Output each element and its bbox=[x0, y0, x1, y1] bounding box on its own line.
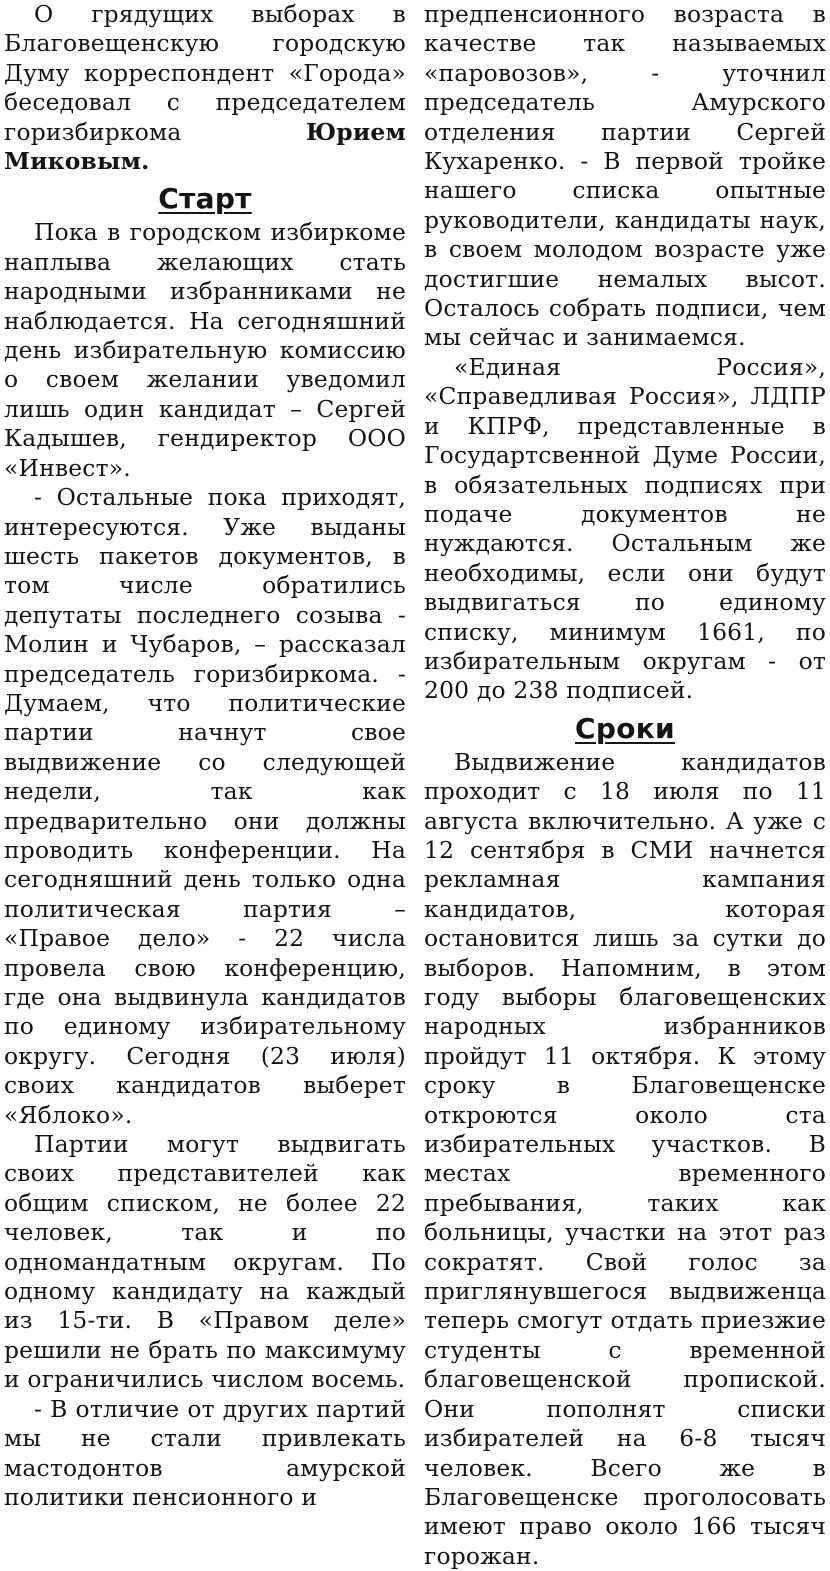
paragraph: - Остальные пока приходят, интересуются. Уже выданы шесть пакетов документов, в том числе обратились депутаты последнего созыва - Молин и Чубаров, – рассказал председатель горизбиркома. - Думаем, что политические партии начнут свое выдвижение со следующей недели, так как предварительно они должны проводить конференции. На сегодняшний день только одна политическая партия – «Правое дело» - 22 числа провела свою конференцию, где она выдвинула кандидатов по единому избирательному округу. Сегодня (23 июля) своих кандидатов выберет «Яблоко». bbox=[4, 483, 406, 1129]
section-heading-deadlines: Сроки bbox=[575, 711, 675, 745]
section-heading-start: Старт bbox=[158, 182, 252, 216]
paragraph-continuation: предпенсионного возраста в качестве так называемых «паровозов», - уточнил председатель Амурского отделения партии Сергей Кухаренко. - В первой тройке нашего списка опытные руководители, кандидаты наук, в своем молодом возрасте уже достигшие немалых высот. Осталось собрать подписи, чем мы сейчас и занимаемся. bbox=[424, 0, 826, 352]
paragraph: Партии могут выдвигать своих представителей как общим списком, не более 22 человек, так и по одномандатным округам. По одному кандидату на каждый из 15-ти. В «Правом деле» решили не брать по максимуму и ограничились числом восемь. bbox=[4, 1130, 406, 1394]
paragraph-continued: - В отличие от других партий мы не стали привлекать мастодонтов амурской политики пенсионного и bbox=[4, 1394, 406, 1511]
intro-text: О грядущих выборах в Благовещенскую городскую Думу корреспондент «Города» беседовал с председателем горизбиркома bbox=[4, 0, 406, 146]
paragraph: Выдвижение кандидатов проходит с 18 июля по 11 августа включительно. А уже с 12 сентября в СМИ начнется рекламная кампания кандидатов, которая остановится лишь за сутки до выборов. Напомним, в этом году выборы благовещенских народных избранников пройдут 11 октября. К этому сроку в Благовещенске откроются около ста избирательных участков. В местах временного пребывания, таких как больницы, участки на этот раз сократят. Свой голос за приглянувшегося выдвиженца теперь смогут отдать приезжие студенты с временной благовещенской пропиской. Они пополнят списки избирателей на 6-8 тысяч человек. Всего же в Благовещенске проголосовать имеют право около 166 тысяч горожан. bbox=[424, 747, 826, 1570]
left-column bbox=[4, 0, 406, 1512]
intro-paragraph bbox=[4, 0, 406, 176]
interviewee-name: Юрием Миковым. bbox=[4, 117, 406, 176]
paragraph: «Единая Россия», «Справедливая Россия», ЛДПР и КПРФ, представленные в Государтсвенной Думе России, в обязательных подписях при подаче документов не нуждаются. Остальным же необходимы, если они будут выдвигаться по единому списку, минимум 1661, по избирательным округам - от 200 до 238 подписей. bbox=[424, 352, 826, 705]
paragraph: Пока в городском избиркоме наплыва желающих стать народными избранниками не наблюдается. На сегодняшний день избирательную комиссию о своем желании уведомил лишь один кандидат – Сергей Кадышев, гендиректор ООО «Инвест». bbox=[4, 218, 406, 482]
right-column bbox=[424, 0, 826, 1571]
